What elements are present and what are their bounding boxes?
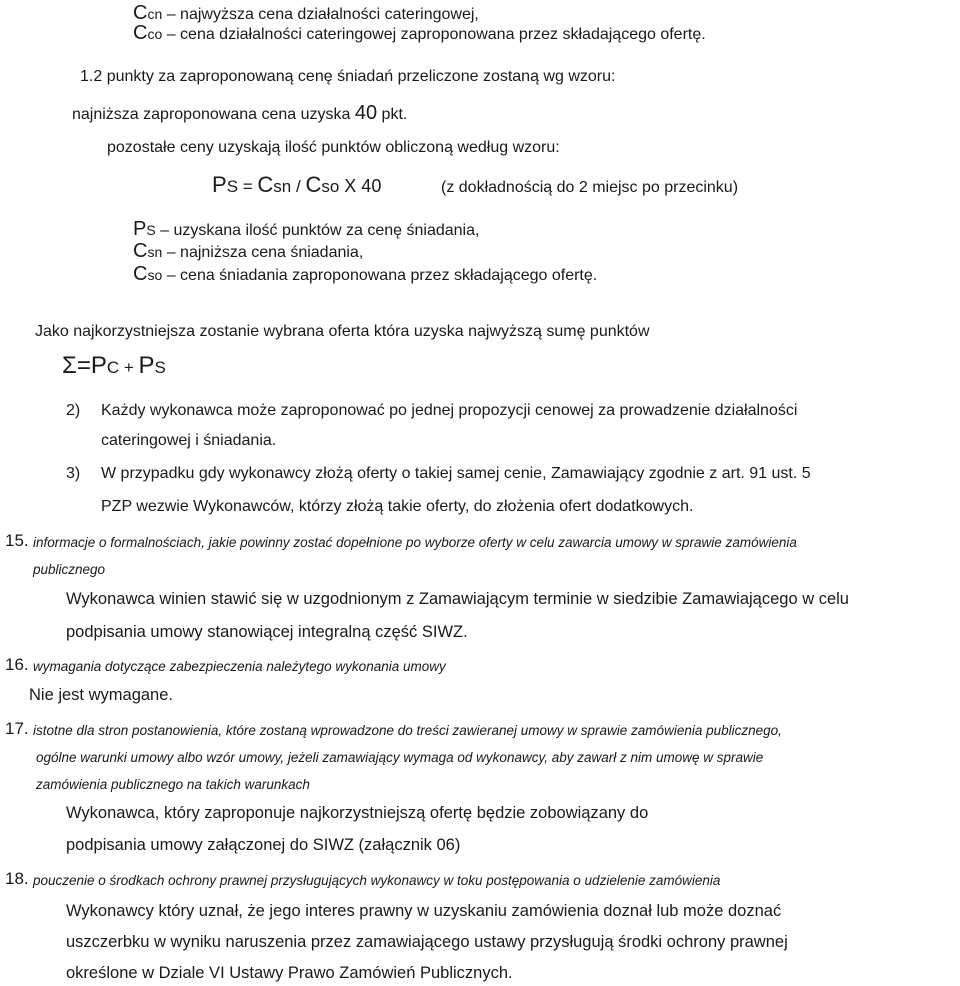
subscript: S [226, 177, 239, 196]
csn-definition [133, 241, 363, 263]
subscript: S [154, 358, 166, 377]
subscript: co [147, 26, 163, 42]
subscript: sn [273, 177, 292, 196]
section-17-heading-line-1: istotne dla stron postanowienia, które zostaną wprowadzone do treści zawieranej umowy w sprawie zamówienia publicznego, [33, 723, 782, 738]
symbol: C [133, 263, 148, 285]
subscript: so [147, 267, 163, 283]
section-16-number: 16. [5, 655, 29, 674]
points-number: 40 [354, 102, 378, 124]
section-18-number: 18. [5, 869, 29, 888]
subscript: C [106, 358, 120, 377]
section-18-heading: pouczenie o środkach ochrony prawnej przysługujących wykonawcy w toku postępowania o udzielenie zamówienia [33, 873, 721, 888]
section-18-body-line-3: określone w Dziale VI Ustawy Prawo Zamówień Publicznych. [66, 964, 513, 982]
other-prices-rule: pozostałe ceny uzyskają ilość punktów obliczoną według wzoru: [107, 139, 560, 156]
symbol: P [138, 352, 155, 379]
section-15-number: 15. [5, 531, 29, 550]
rule-text-end: pkt. [377, 106, 408, 123]
multiplier: X 40 [339, 176, 382, 196]
point-3-line-2: PZP wezwie Wykonawców, którzy złożą takie oferty, do złożenia ofert dodatkowych. [101, 498, 694, 515]
symbol: P [212, 172, 227, 197]
cco-definition [133, 23, 706, 45]
definition-text: – cena śniadania zaproponowana przez składającego ofertę. [162, 267, 598, 284]
symbol: C [257, 172, 274, 197]
section-1-2-heading: 1.2 punkty za zaproponowaną cenę śniadań przeliczone zostaną wg wzoru: [80, 68, 616, 85]
symbol: C [133, 2, 148, 24]
cso-definition [133, 264, 597, 286]
point-2-line-1: Każdy wykonawca może zaproponować po jednej propozycji cenowej za prowadzenie działalności [101, 402, 798, 419]
subscript: so [321, 177, 340, 196]
sum-formula [62, 352, 166, 379]
symbol: P [133, 218, 147, 240]
operator: = [238, 177, 258, 196]
section-16-heading: wymagania dotyczące zabezpieczenia należytego wykonania umowy [33, 659, 446, 674]
section-15-heading-line-1: informacje o formalnościach, jakie powinny zostać dopełnione po wyborze oferty w celu zawarcia umowy w sprawie zamówienia [33, 535, 797, 550]
subscript: S [146, 222, 156, 238]
operator: + [119, 358, 139, 377]
section-17-body-line-1: Wykonawca, który zaproponuje najkorzystniejszą ofertę będzie zobowiązany do [66, 804, 649, 822]
section-17-heading-line-3: zamówienia publicznego na takich warunkach [36, 777, 310, 792]
breakfast-formula [212, 172, 382, 198]
ps-definition [133, 219, 479, 241]
ccn-definition [133, 3, 479, 25]
section-15-body-line-2: podpisania umowy stanowiącej integralną część SIWZ. [66, 623, 468, 641]
subscript: cn [147, 6, 163, 22]
point-2-line-2: cateringowej i śniadania. [101, 432, 277, 449]
precision-note: (z dokładnością do 2 miejsc po przecinku) [441, 179, 739, 196]
section-17-number: 17. [5, 719, 29, 738]
point-3-number: 3) [66, 465, 81, 482]
best-offer-rule: Jako najkorzystniejsza zostanie wybrana oferta która uzyska najwyższą sumę punktów [35, 323, 650, 340]
operator: / [291, 177, 306, 196]
definition-text: – uzyskana ilość punktów za cenę śniadania, [155, 222, 480, 239]
section-17-heading-line-2: ogólne warunki umowy albo wzór umowy, jeżeli zamawiający wymaga od wykonawcy, aby zawarł z nim umowę w sprawie [36, 750, 764, 765]
point-2-number: 2) [66, 402, 81, 419]
symbol: C [305, 172, 322, 197]
sum-symbol: Σ=P [62, 352, 107, 379]
section-18-body-line-1: Wykonawcy który uznał, że jego interes prawny w uzyskaniu zamówienia doznał lub może doznać [66, 902, 782, 920]
lowest-price-rule [72, 103, 407, 125]
definition-text: – cena działalności cateringowej zaproponowana przez składającego ofertę. [162, 26, 706, 43]
section-15-body-line-1: Wykonawca winien stawić się w uzgodnionym z Zamawiającym terminie w siedzibie Zamawiającego w celu [66, 590, 849, 608]
section-17-body-line-2: podpisania umowy załączonej do SIWZ (załącznik 06) [66, 836, 461, 854]
subscript: sn [147, 244, 163, 260]
point-3-line-1: W przypadku gdy wykonawcy złożą oferty o takiej samej cenie, Zamawiający zgodnie z art. 91 ust. 5 [101, 465, 811, 482]
definition-text: – najwyższa cena działalności cateringowej, [162, 6, 479, 23]
symbol: C [133, 240, 148, 262]
section-16-body: Nie jest wymagane. [29, 686, 173, 704]
rule-text: najniższa zaproponowana cena uzyska [72, 106, 355, 123]
section-15-heading-line-2: publicznego [33, 562, 106, 577]
symbol: C [133, 22, 148, 44]
section-18-body-line-2: uszczerbku w wyniku naruszenia przez zamawiającego ustawy przysługują środki ochrony prawnej [66, 933, 788, 951]
definition-text: – najniższa cena śniadania, [162, 244, 364, 261]
